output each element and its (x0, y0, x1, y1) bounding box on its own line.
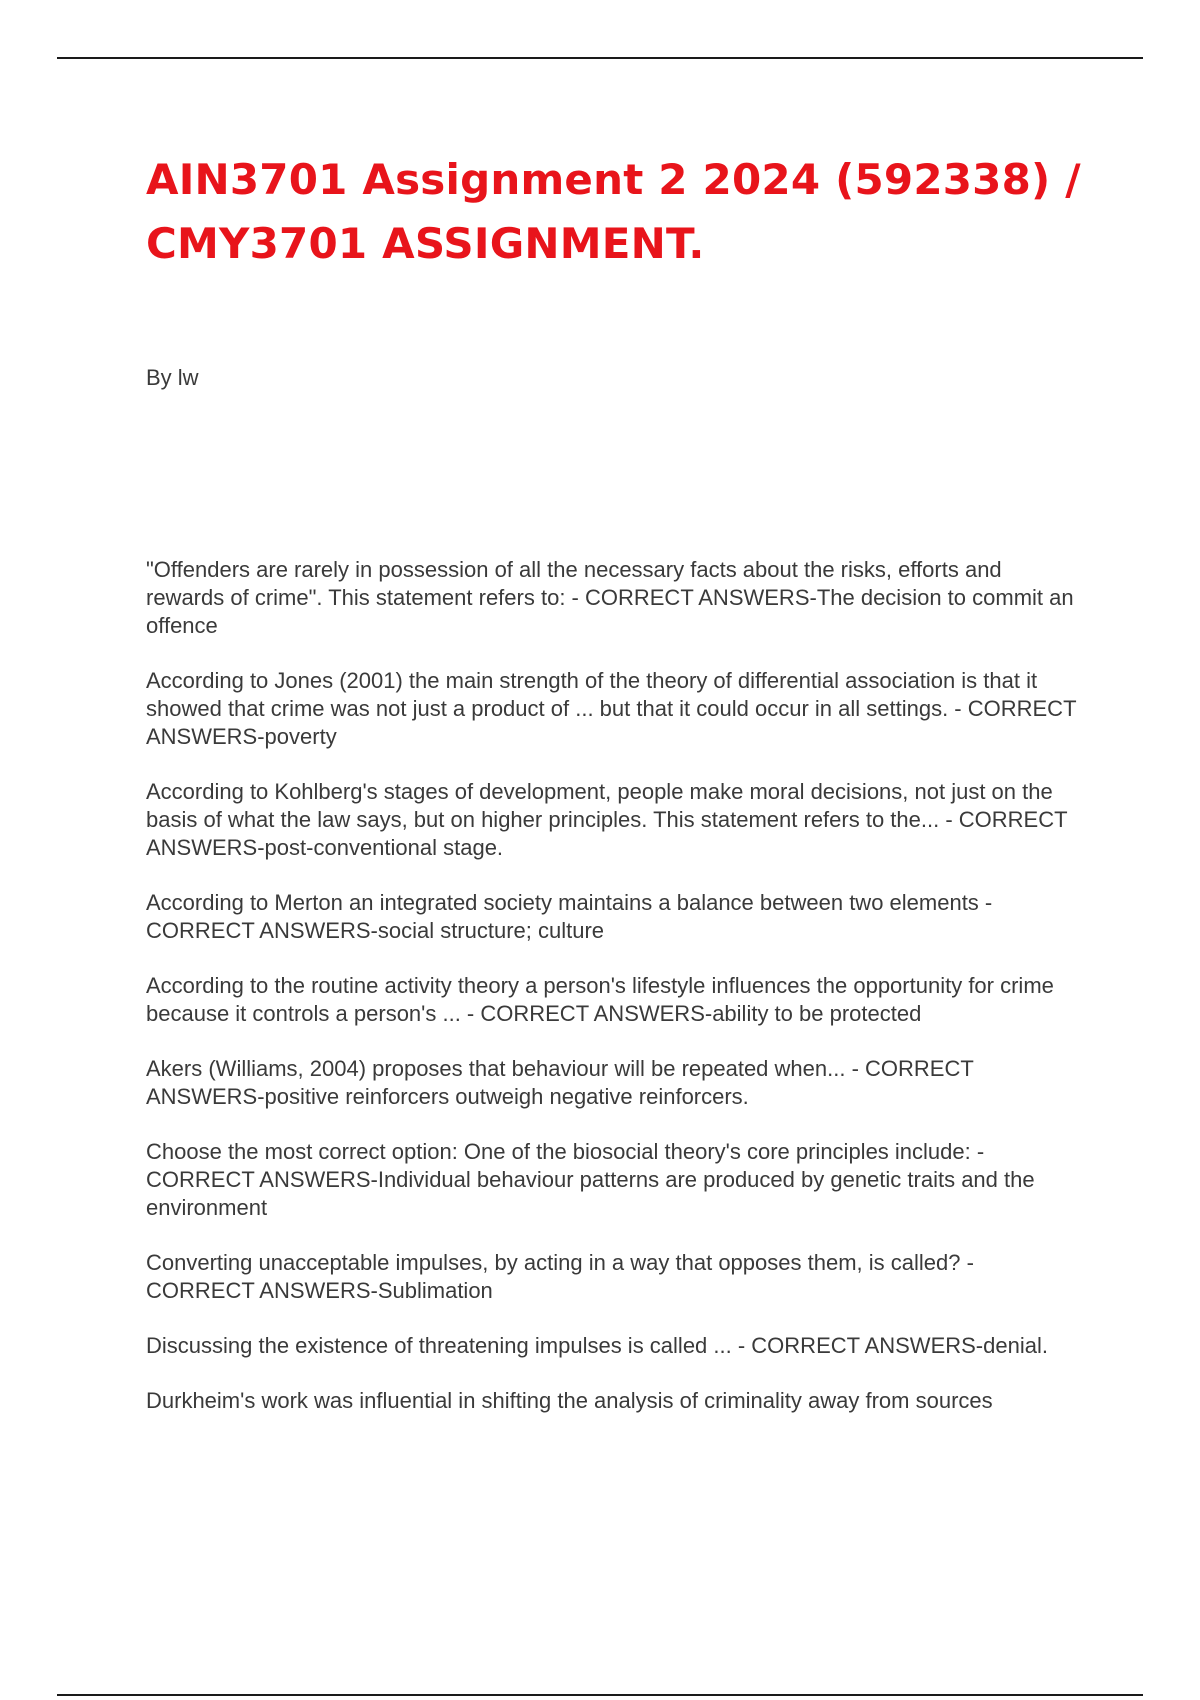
qa-item: Converting unacceptable impulses, by acting in a way that opposes them, is called? - CORRECT ANSWERS-Sublimation (146, 1250, 974, 1303)
qa-item: Choose the most correct option: One of the biosocial theory's core principles include: - CORRECT ANSWERS-Individual behaviour patterns are produced by genetic traits and the environment (146, 1139, 1035, 1220)
page-content (146, 148, 1086, 1442)
qa-item: According to the routine activity theory a person's lifestyle influences the opportunity for crime because it controls a person's ... - CORRECT ANSWERS-ability to be protected (146, 973, 1054, 1026)
top-rule (57, 57, 1143, 59)
author-line: By lw (146, 365, 199, 390)
qa-item: Durkheim's work was influential in shifting the analysis of criminality away from sources (146, 1388, 993, 1413)
qa-item: Akers (Williams, 2004) proposes that behaviour will be repeated when... - CORRECT ANSWERS-positive reinforcers outweigh negative reinforcers. (146, 1056, 974, 1109)
qa-item: "Offenders are rarely in possession of all the necessary facts about the risks, efforts and rewards of crime". This statement refers to: - CORRECT ANSWERS-The decision to commit an offence (146, 557, 1074, 638)
qa-item: According to Jones (2001) the main strength of the theory of differential association is that it showed that crime was not just a product of ... but that it could occur in all settings. - CORRECT ANSWERS-poverty (146, 668, 1077, 749)
qa-item: According to Kohlberg's stages of development, people make moral decisions, not just on the basis of what the law says, but on higher principles. This statement refers to the... - CORRECT ANSWERS-post-conventional stage. (146, 779, 1068, 860)
question-answer-list (146, 556, 1086, 1415)
document-title: AIN3701 Assignment 2 2024 (592338) / CMY3701 ASSIGNMENT. (146, 155, 1081, 268)
qa-item: According to Merton an integrated society maintains a balance between two elements - CORRECT ANSWERS-social structure; culture (146, 890, 993, 943)
qa-item: Discussing the existence of threatening impulses is called ... - CORRECT ANSWERS-denial. (146, 1333, 1048, 1358)
bottom-rule (57, 1694, 1143, 1696)
